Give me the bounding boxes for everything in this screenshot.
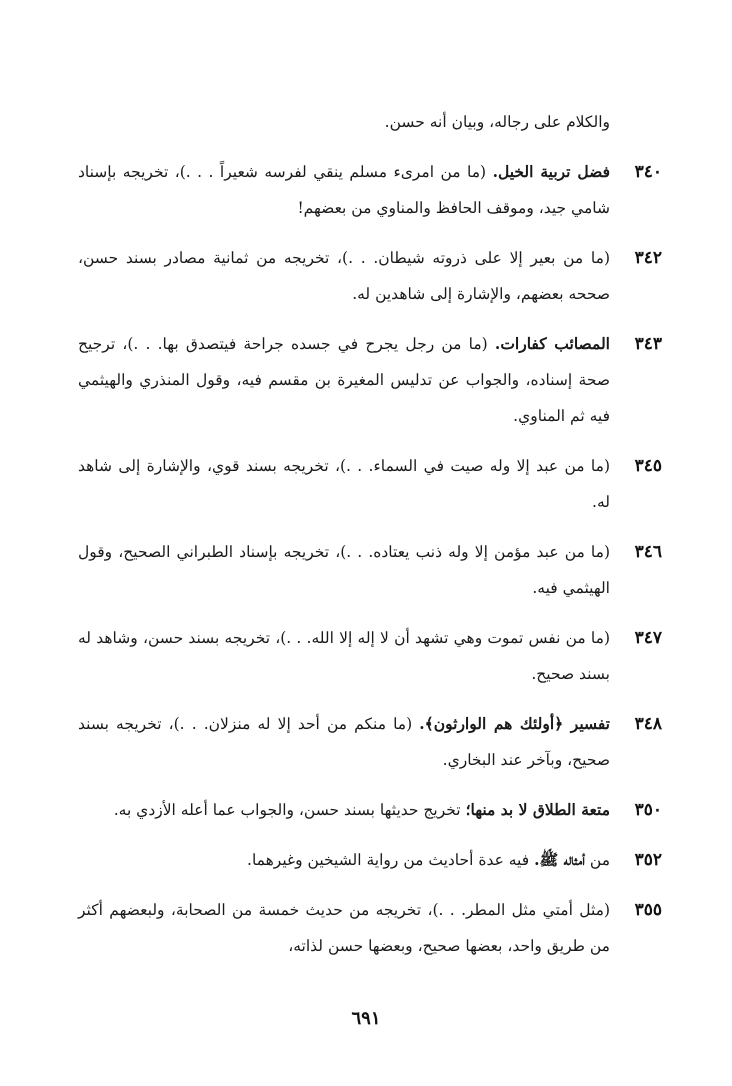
entry-text: (ما من رجل يجرح في جسده جراحة فيتصدق بها. . .)، ترجيح صحة إسناده، والجواب عن تدليس المغيرة بن مقسم فيه، وقول المنذري والهيثمي فيه ثم المناوي.	[78, 335, 610, 425]
entry-body	[78, 892, 610, 964]
entry-number: ٣٤٣	[634, 334, 662, 354]
entry-text: (ما من عبد إلا وله صيت في السماء. . .)، تخريجه بسند قوي، والإشارة إلى شاهد له.	[78, 457, 610, 511]
entry-number: ٣٤٠	[634, 162, 662, 182]
entry-number: ٣٤٢	[634, 248, 662, 268]
entry-body	[78, 706, 610, 778]
entry-352	[78, 842, 662, 878]
entry-346	[78, 534, 662, 606]
entry-number: ٣٥٠	[634, 800, 662, 820]
entry-345	[78, 448, 662, 520]
entry-347	[78, 620, 662, 692]
entry-350	[78, 792, 662, 828]
entry-number: ٣٤٥	[634, 456, 662, 476]
entry-body	[78, 792, 610, 828]
entry-body	[78, 620, 610, 692]
entry-heading: متعة الطلاق لا بد منها؛	[465, 800, 610, 819]
entry-body	[78, 240, 610, 312]
entry-text: (ما منكم من أحد إلا له منزلان. . .)، تخريجه بسند صحيح، وبآخر عند البخاري.	[78, 715, 610, 769]
entry-343	[78, 326, 662, 434]
entry-text: تخريج حديثها بسند حسن، والجواب عما أعله الأزدي به.	[113, 801, 466, 819]
continuation-text: والكلام على رجاله، وبيان أنه حسن.	[384, 113, 610, 131]
entry-number: ٣٤٨	[634, 714, 662, 734]
entry-342	[78, 240, 662, 312]
entry-number: ٣٥٢	[634, 850, 662, 870]
entry-heading: تفسير ﴿أولئك هم الوارثون﴾.	[419, 714, 610, 733]
entry-text: (مثل أمتي مثل المطر. . .)، تخريجه من حديث خمسة من الصحابة، ولبعضهم أكثر من طريق واحد، بعضها صحيح، وبعضها حسن لذاته،	[78, 901, 610, 955]
entry-number: ٣٤٦	[634, 542, 662, 562]
entry-prefix: من	[584, 851, 610, 869]
entry-heading: فضل تربية الخيل.	[492, 162, 611, 181]
page-number: ٦٩١	[351, 1008, 381, 1029]
entry-348	[78, 706, 662, 778]
entry-body	[78, 448, 610, 520]
entry-heading: المصائب كفارات.	[494, 334, 610, 353]
entry-number: ٣٥٥	[634, 900, 662, 920]
entry-text: فيه عدة أحاديث من رواية الشيخين وغيرهما.	[247, 851, 535, 869]
entry-number: ٣٤٧	[634, 628, 662, 648]
entry-body	[78, 326, 610, 434]
entry-text: (ما من عبد مؤمن إلا وله ذنب يعتاده. . .)، تخريجه بإسناد الطبراني الصحيح، وقول الهيثمي فيه.	[78, 543, 610, 597]
entry-text: (ما من امرىء مسلم ينقي لفرسه شعيراً . . .)، تخريجه بإسناد شامي جيد، وموقف الحافظ والمناوي من بعضهم!	[78, 163, 610, 217]
entry-body	[78, 534, 610, 606]
page-content	[78, 104, 662, 978]
entry-355	[78, 892, 662, 964]
entry-340	[78, 154, 662, 226]
entry-body	[78, 842, 610, 878]
entry-body	[78, 154, 610, 226]
entry-text: (ما من نفس تموت وهي تشهد أن لا إله إلا الله. . .)، تخريجه بسند حسن، وشاهد له بسند صحيح.	[78, 629, 610, 683]
entry-heading: أمثاله ﷺ.	[534, 850, 585, 869]
entry-text: (ما من بعير إلا على ذروته شيطان. . .)، تخريجه من ثمانية مصادر بسند حسن، صححه بعضهم، والإشارة إلى شاهدين له.	[78, 249, 610, 303]
